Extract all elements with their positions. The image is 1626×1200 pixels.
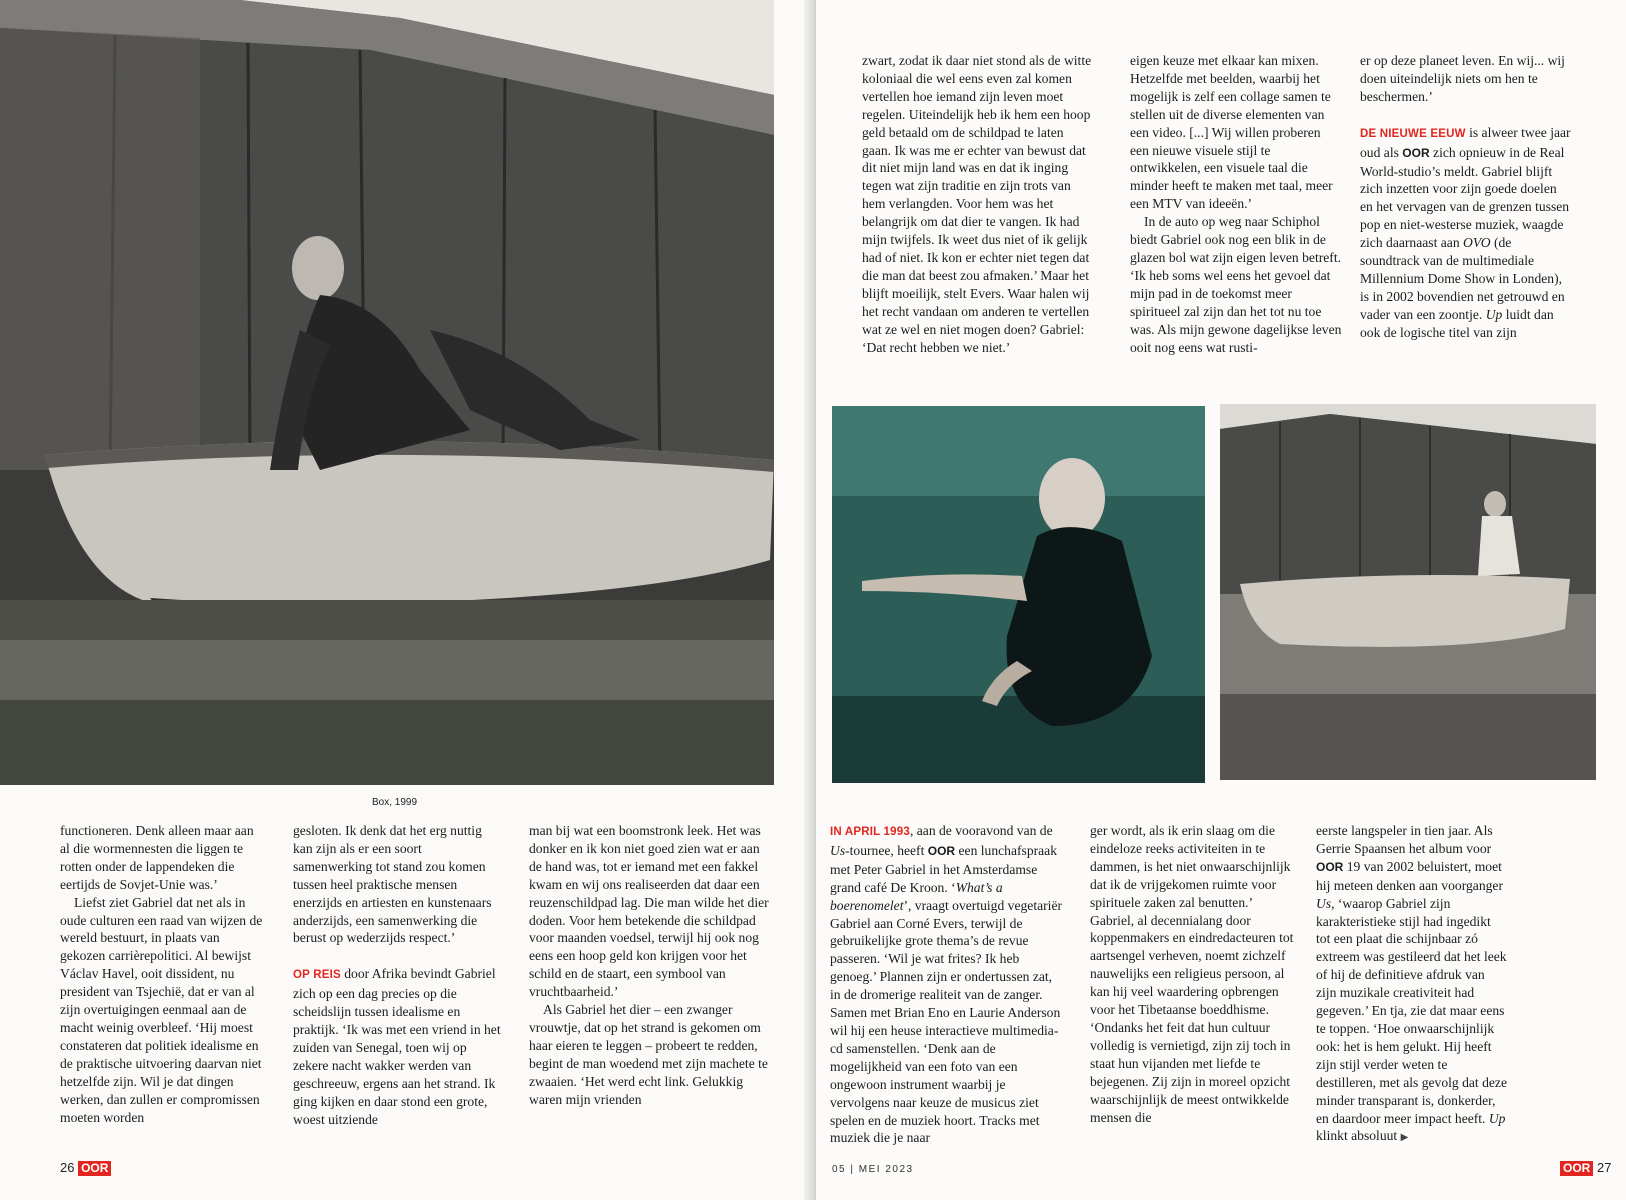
text-run-italic: What’s a boerenomelet [830,879,1003,913]
paragraph-text: door Afrika bevindt Gabriel zich op een dag precies op die scheidslijn tussen idealisme en praktijk. ‘Ik was met een vriend in het zuiden van Senegal, toen wij op zekere nacht wakker werden van geschreeuw, ergens aan het strand. Ik ging kijken en daar stond een grote, woest uitziende [293,966,501,1127]
photo-man-in-boat-box [0,0,774,785]
text-run-italic: Up [1485,306,1503,322]
text-run: zich opnieuw in de Real World-studio’s meldt. Gabriel blijft zich inzetten voor zijn goede doelen en het vervagen van de grenzen tussen pop en niet-westerse muziek, waagde zich daarnaast aan [1360,144,1570,251]
paragraph: Liefst ziet Gabriel dat net als in oude culturen een raad van wijzen de wereld bestuurt, in plaats van gekozen carrièrepolitici. Al bewijst Václav Havel, ooit dissident, nu president van Tsjechië, dat er van al zijn overtuigingen eenmaal aan de macht weinig overbleef. ‘Hij moest constateren dat politiek idealisme en de praktische uitvoering daarvan niet hetzelfde zijn. Wil je dat dingen werken, dan zullen er compromissen moeten worden [60,894,263,1125]
photo-man-in-water [832,406,1205,783]
right-page [816,0,1626,1200]
paragraph [293,965,503,1128]
continue-arrow-icon: ▶ [1400,1132,1409,1144]
paragraph [1360,124,1572,342]
paragraph [1316,822,1508,1147]
page-number: 27 [1596,1160,1612,1175]
paragraph: Als Gabriel het dier – een zwanger vrouwtje, dat op het strand is gekomen om haar eieren te leggen – probeert te redden, begint de man woedend met zijn machete te zwaaien. ‘Het werd echt link. Gelukkig waren mijn vrienden [529,1002,768,1107]
photo-illustration [1220,404,1596,780]
text-column-top-1 [862,52,1094,356]
page-footer-left [60,1160,111,1176]
section-lead: DE NIEUWE EEUW [1360,127,1466,140]
page-number: 26 [60,1160,75,1175]
text-run-italic: Up [1488,1110,1506,1126]
section-lead: IN APRIL 1993 [830,826,910,838]
oor-inline-logo: OOR [927,843,956,858]
text-column-bottom-3 [1316,822,1508,1147]
text-run: klinkt absoluut [1316,1128,1398,1144]
photo-caption: Box, 1999 [372,797,418,808]
left-page [0,0,812,1200]
text-run: luidt dan ook de logische titel van zijn [1360,306,1554,340]
text-column-1 [60,822,266,1126]
text-run: (de soundtrack van de multimediale Millennium Dome Show in Londen), is in 2002 bovendien net getrouwd en vader van een zoontje. [1360,235,1565,322]
text-run: , ‘waarop Gabriel zijn karakteristieke stijl had ingedikt tot een plaat die schijnbaar zó extreem was gestileerd dat het leek of hij de definitieve afdruk van zijn muzikale creativiteit had gegeven.’ En tja, zie dat maar eens te toppen. ‘Hoe onwaarschijnlijk ook: het is hem gelukt. Hij heeft zijn stijl verder weten te destilleren, met als gevolg dat deze minder transparant is, donkerder, en daardoor meer impact heeft. [1316,895,1507,1126]
text-run-italic: OVO [1463,235,1491,251]
paragraph [830,822,1066,1147]
paragraph: zwart, zodat ik daar niet stond als de witte koloniaal die wel eens even zal komen vertellen hoe iemand zijn leven moet regelen. Uiteindelijk heb ik hem een hoop geld betaald om de schildpad te laten gaan. Ik was me er echter van bewust dat dit niet mijn land was en dat ik inging tegen wat zijn traditie en zijn trots van hem verlangden. Voor hem was het belangrijk om dat dier te vangen. Ik had mijn twijfels. Ik weet dus niet of ik gelijk had of niet. Ik kon er echter niet tegen dat die man dat beest zou afmaken.’ Maar het blijft moeilijk, stelt Evers. Waar halen wij het recht vandaan om anderen te vertellen wat ze wel en niet mogen doen? Gabriel: ‘Dat recht hebben we niet.’ [862,53,1092,355]
text-run: is alweer twee jaar oud als [1360,124,1571,160]
text-column-top-2 [1130,52,1342,356]
oor-inline-logo: OOR [1316,859,1344,874]
oor-logo: OOR [78,1161,111,1176]
paragraph: ger wordt, als ik erin slaag om die eindeloze reeks activiteiten in te dammen, is het niet onwaarschijnlijk dat ik de vrijgekomen ruimte voor spirituele zaken zal benutten.’ Gabriel, al decennialang door koppenmakers en eindredacteuren tot aartsengel verheven, noemt zichzelf nauwelijks een religieus persoon, al kan hij veel waardering opbrengen voor het Tibetaanse boeddhisme. ‘Ondanks het feit dat hun cultuur volledig is vernietigd, zijn zij toch in staat hun vijanden met liefde te bejegenen. Zij zijn in moreel opzicht waarschijnlijk de meest ontwikkelde mensen die [1090,823,1294,1125]
text-column-3 [529,822,774,1109]
section-lead: OP REIS [293,969,341,982]
paragraph: er op deze planeet leven. En wij... wij doen uiteindelijk niets om hen te beschermen.’ [1360,53,1565,104]
paragraph: In de auto op weg naar Schiphol biedt Gabriel ook nog een blik in de glazen bol wat zijn eigen leven betreft. ‘Ik heb soms wel eens het gevoel dat mijn pad in de toekomst meer spiritueel zal zijn dan het tot nu toe was. Als mijn gewone dagelijkse leven ooit nog eens wat rusti- [1130,214,1342,355]
text-run: een lunchafspraak met Peter Gabriel in het Amsterdamse grand café De Kroon. ‘ [830,842,1058,895]
text-run-italic: Us [830,842,846,858]
text-column-bottom-1 [830,822,1066,1147]
text-run: -tournee, heeft [845,842,928,858]
photo-illustration [0,0,774,785]
text-run: 19 van 2002 beluistert, moet hij meteen denken aan voorganger [1316,858,1503,893]
paragraph: man bij wat een boomstronk leek. Het was donker en ik kon niet goed zien wat er aan de hand was, tot er iemand met een fakkel kwam en wij ons realiseerden dat daar een reuzenschildpad lag. Die man wilde het dier doden. Voor hem betekende die schildpad voor maanden voedsel, terwijl hij ook nog eens een hoop geld kon krijgen voor het schild en de staart, een symbool van vruchtbaarheid.’ [529,823,769,1000]
text-column-bottom-2 [1090,822,1298,1126]
oor-logo: OOR [1560,1161,1593,1176]
photo-man-seated-in-boat [1220,404,1596,780]
paragraph: functioneren. Denk alleen maar aan al die wormennesten die liggen te rotten onder de lappendeken die eertijds de Sovjet-Unie was.’ [60,823,254,892]
oor-inline-logo: OOR [1402,145,1430,160]
paragraph: gesloten. Ik denk dat het erg nuttig kan zijn als er een soort samenwerking tot stand zou komen tussen heel praktische mensen enerzijds en artiesten en kunstenaars anderzijds, een samenwerking die berust op wederzijds respect.’ [293,823,492,946]
text-column-top-3 [1360,52,1572,342]
page-footer-right [1560,1160,1611,1176]
text-run-italic: Us [1316,895,1332,911]
issue-date: 05 | MEI 2023 [832,1164,914,1175]
photo-illustration [832,406,1205,783]
text-run: ’, vraagt overtuigd vegetariër Gabriel aan Corné Evers, terwijl de gebruikelijke grote thema’s de revue passeren. ‘Wil je wat frites? Ik heb genoeg.’ Plannen zijn er ondertussen zat, in de dromerige realiteit van de zanger. Samen met Brian Eno en Laurie Anderson wil hij een heuse interactieve multimedia-cd samenstellen. ‘Denk aan de mogelijkheid van een foto van een ongewoon instrument waarbij je vervolgens naar keuze de musicus ziet spelen en de muziek hoort. Tracks met muziek die je naar [830,897,1063,1146]
text-run: , aan de vooravond van de [909,823,1053,838]
text-column-2 [293,822,503,1129]
paragraph: eigen keuze met elkaar kan mixen. Hetzelfde met beelden, waarbij het mogelijk is zelf een collage samen te stellen uit de diverse elementen van een video. [...] Wij willen proberen een nieuwe visuele stijl te ontwikkelen, een visuele taal die minder heeft te maken met taal, meer een MTV van ideeën.’ [1130,53,1333,212]
text-run: eerste langspeler in tien jaar. Als Gerrie Spaansen het album voor [1316,823,1493,856]
